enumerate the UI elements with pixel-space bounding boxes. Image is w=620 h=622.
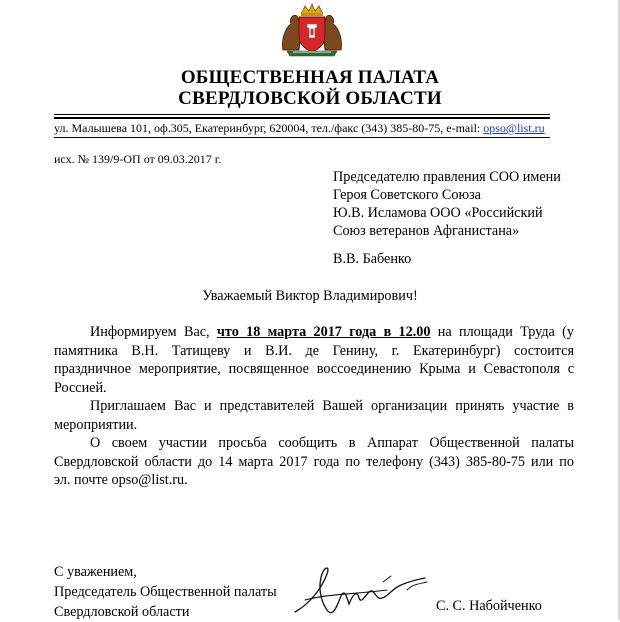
outgoing-reference: исх. № 139/9-ОП от 09.03.2017 г. bbox=[54, 152, 222, 166]
closing: С уважением, bbox=[54, 564, 137, 580]
body-line: праздничное мероприятие, посвященное воссоединению Крыма и Севастополя с bbox=[54, 361, 574, 377]
body-line: эл. почте opso@list.ru. bbox=[54, 472, 188, 488]
signer-title-line-2: Свердловской области bbox=[54, 604, 190, 620]
addressee-line: Союз ветеранов Афганистана» bbox=[333, 223, 520, 239]
body-line: Свердловской области до 14 марта 2017 года по телефону (343) 385-80-75 или по bbox=[54, 453, 574, 470]
addressee-block bbox=[333, 168, 603, 240]
body-text: Информируем Вас, bbox=[90, 324, 217, 340]
event-date-highlight: что 18 марта 2017 года в 12.00 bbox=[216, 324, 431, 340]
body-line: Россией. bbox=[54, 379, 107, 396]
addressee-line: Героя Советского Союза bbox=[333, 187, 481, 203]
address-rule bbox=[54, 137, 550, 138]
signature-block bbox=[54, 562, 277, 622]
body-line: памятника В.Н. Татищеву и В.И. де Генину, г. Екатеринбург) состоится bbox=[54, 342, 574, 359]
header-rule-thick bbox=[54, 117, 550, 119]
recipient-name: В.В. Бабенко bbox=[333, 251, 412, 267]
body-text: на площади Труда (у bbox=[430, 324, 574, 340]
email-link[interactable]: opso@list.ru bbox=[483, 121, 545, 135]
org-address bbox=[54, 121, 554, 136]
greeting: Уважаемый Виктор Владимирович! bbox=[202, 288, 418, 304]
signer-name: С. С. Набойченко bbox=[436, 598, 542, 614]
coat-of-arms-icon bbox=[279, 2, 345, 58]
address-text: ул. Малышева 101, оф.305, Екатеринбург, 620004, тел./факс (343) 385-80-75, e-mail: bbox=[54, 121, 484, 135]
addressee-line: Председателю правления СОО имени bbox=[333, 169, 561, 185]
handwritten-signature-icon bbox=[287, 560, 447, 620]
body-line: мероприятии. bbox=[54, 416, 138, 433]
org-name-line-2: СВЕРДЛОВСКОЙ ОБЛАСТИ bbox=[178, 88, 442, 109]
body-line: О своем участии просьба сообщить в Аппарат Общественной палаты bbox=[90, 435, 574, 451]
org-name-line-1: ОБЩЕСТВЕННАЯ ПАЛАТА bbox=[180, 67, 440, 88]
header-rule-thin bbox=[54, 114, 550, 115]
letter-body bbox=[54, 323, 574, 490]
signer-title-line-1: Председатель Общественной палаты bbox=[54, 584, 277, 600]
body-line bbox=[54, 323, 574, 342]
body-line: Приглашаем Вас и представителей Вашей организации принять участие в bbox=[90, 398, 574, 414]
addressee-line: Ю.В. Исламова ООО «Российский bbox=[333, 205, 543, 221]
